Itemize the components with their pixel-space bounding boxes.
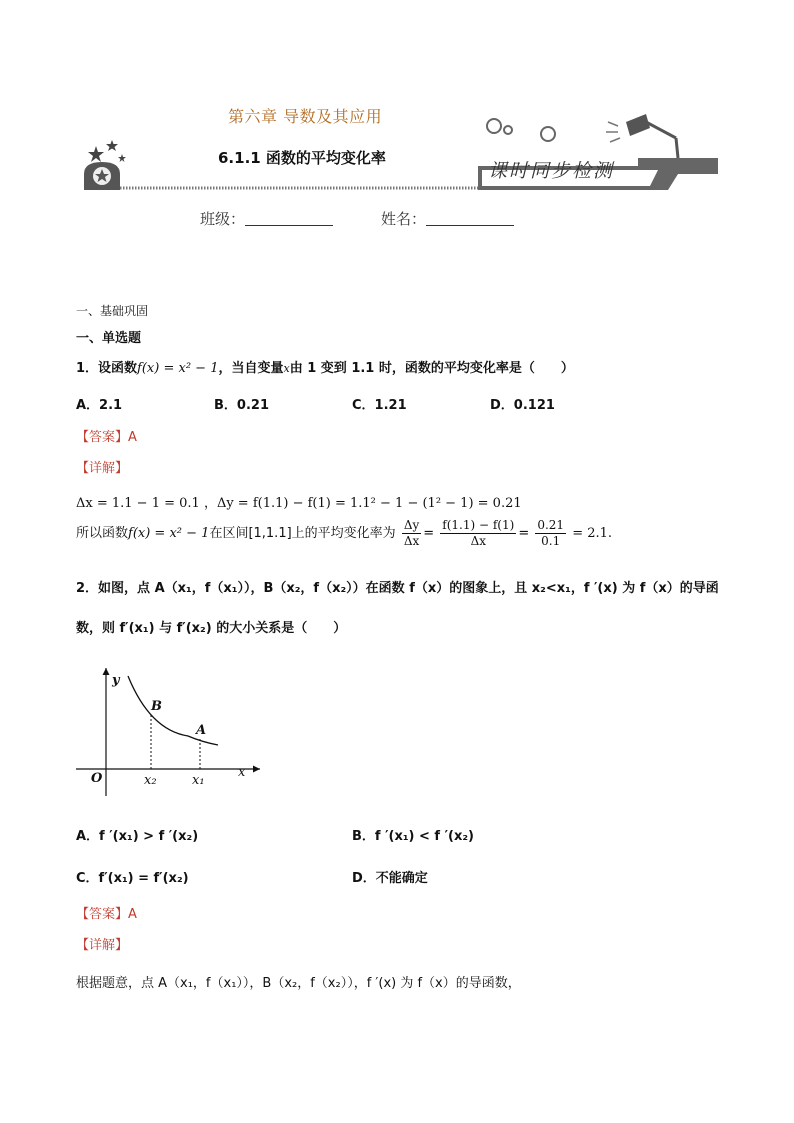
graph-origin-label: O — [91, 771, 103, 786]
banner-tag: 课时同步检测 — [488, 160, 615, 182]
graph-x1-label: x₁ — [192, 773, 205, 788]
q1-option-b: B．0.21 — [214, 398, 269, 413]
section-title: 6.1.1 函数的平均变化率 — [218, 149, 386, 167]
class-label: 班级： — [200, 210, 246, 228]
question-1-stem: 1．设函数f(x) = x² − 1，当自变量x由 1 变到 1.1 时，函数的平均变化率是（ ） — [76, 361, 574, 376]
graph-x2-label: x₂ — [144, 773, 157, 788]
question-2-stem-line1: 2．如图，点 A（x₁，f（x₁）），B（x₂，f（x₂））在函数 f（x）的图象上，且 x₂<x₁，f ′(x) 为 f（x）的导函 — [76, 581, 719, 596]
q1-option-c: C．1.21 — [352, 398, 407, 413]
q1-option-a: A．2.1 — [76, 398, 123, 413]
q2-option-c: C．f′(x₁) = f′(x₂) — [76, 871, 189, 886]
name-blank — [426, 211, 514, 226]
q1-detail-label: 【详解】 — [76, 461, 129, 476]
graph-x-label: x — [238, 765, 246, 780]
chapter-title: 第六章 导数及其应用 — [228, 107, 383, 126]
q2-option-a: A．f ′(x₁) > f ′(x₂) — [76, 829, 199, 844]
q2-option-d: D．不能确定 — [352, 871, 428, 886]
section-single-choice: 一、单选题 — [76, 331, 142, 346]
q1-option-d: D．0.121 — [490, 398, 555, 413]
q2-option-b: B．f ′(x₁) < f ′(x₂) — [352, 829, 474, 844]
graph-point-a: A — [196, 723, 207, 738]
name-label: 姓名： — [381, 210, 427, 228]
class-blank — [245, 211, 333, 226]
student-info-fields — [200, 208, 514, 229]
section-basic: 一、基础巩固 — [76, 304, 149, 318]
desk-lamp-icon — [606, 114, 678, 158]
q2-detail-line: 根据题意，点 A（x₁，f（x₁）），B（x₂，f（x₂）），f ′(x) 为 f（x）的导函数， — [76, 976, 521, 991]
q1-detail-line2: 所以函数f(x) = x² − 1在区间[1,1.1]上的平均变化率为 $\frac{\Delta y}{\Delta x}$ = $\frac{f(1.1) - f(1)}{\Delta x}$ = $\frac{0.21}{0.1}$ = 2.1. — [76, 518, 613, 548]
question-2-stem-line2: 数，则 f′(x₁) 与 f′(x₂) 的大小关系是（ ） — [76, 621, 347, 636]
header-banner-graphic — [78, 112, 728, 194]
q1-answer: 【答案】A — [76, 430, 137, 445]
q2-answer: 【答案】A — [76, 907, 137, 922]
graph-point-b: B — [151, 699, 162, 714]
q2-detail-label: 【详解】 — [76, 938, 129, 953]
graph-y-label: y — [112, 673, 120, 688]
q1-detail-line1: Δx = 1.1 − 1 = 0.1 ，Δy = f(1.1) − f(1) = 1.1² − 1 − (1² − 1) = 0.21 — [76, 496, 522, 511]
star-badge-icon — [84, 140, 126, 190]
